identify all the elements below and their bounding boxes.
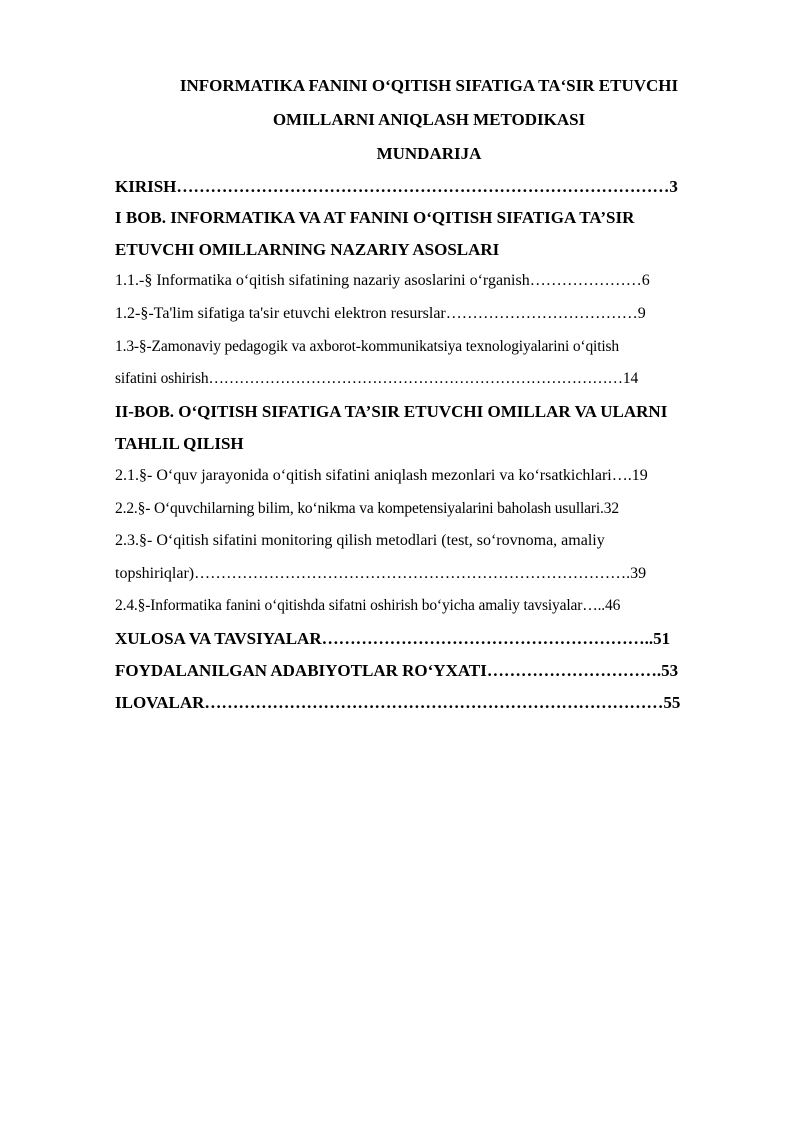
toc-entry-bob2-line-2: TAHLIL QILISH (115, 434, 244, 453)
toc-entry-2-3-line-1: 2.3.§- O‘qitish sifatini monitoring qilish metodlari (test, so‘rovnoma, amaliy (115, 532, 605, 549)
toc-entry-2-3-line-2: topshiriqlar)……………………………………………………………………….39 (115, 565, 647, 582)
toc-entry-bob1-line-2: ETUVCHI OMILLARNING NAZARIY ASOSLARI (115, 240, 500, 259)
toc-entry-foydalanilgan-adabiyotlar: FOYDALANILGAN ADABIYOTLAR RO‘YXATI………………………….53 (115, 661, 679, 680)
toc-entry-1-1: 1.1.-§ Informatika o‘qitish sifatining nazariy asoslarini o‘rganish…………………6 (115, 272, 650, 289)
toc-entry-bob2-line-1: II-BOB. O‘QITISH SIFATIGA TA’SIR ETUVCHI OMILLAR VA ULARNI (115, 402, 668, 421)
toc-entry-1-2: 1.2-§-Ta'lim sifatiga ta'sir etuvchi elektron resurslar………………………………9 (115, 305, 646, 322)
document-title-line-1: INFORMATIKA FANINI O‘QITISH SIFATIGA TA‘SIR ETUVCHI (179, 76, 679, 95)
document-title-line-2: OMILLARNI ANIQLASH METODIKASI (272, 110, 586, 129)
toc-entry-1-3-line-2: sifatini oshirish………………………………………………………………………14 (115, 370, 639, 387)
toc-entry-2-4: 2.4.§-Informatika fanini o‘qitishda sifatni oshirish bo‘yicha amaliy tavsiyalar…..46 (115, 597, 621, 614)
toc-entry-ilovalar: ILOVALAR………………………………………………………………………55 (115, 693, 681, 712)
toc-entry-2-1: 2.1.§- O‘quv jarayonida o‘qitish sifatini aniqlash mezonlari va ko‘rsatkichlari….19 (115, 467, 648, 484)
toc-heading: MUNDARIJA (376, 144, 482, 163)
toc-entry-2-2: 2.2.§- O‘quvchilarning bilim, ko‘nikma va kompetensiyalarini baholash usullari.32 (115, 500, 619, 517)
toc-entry-bob1-line-1: I BOB. INFORMATIKA VA AT FANINI O‘QITISH SIFATIGA TA’SIR (115, 208, 635, 227)
toc-entry-1-3-line-1: 1.3-§-Zamonaviy pedagogik va axborot-kommunikatsiya texnologiyalarini o‘qitish (115, 338, 619, 355)
toc-entry-xulosa: XULOSA VA TAVSIYALAR…………………………………………………..51 (115, 629, 671, 648)
toc-entry-kirish: KIRISH……………………………………………………………………………3 (115, 177, 678, 196)
